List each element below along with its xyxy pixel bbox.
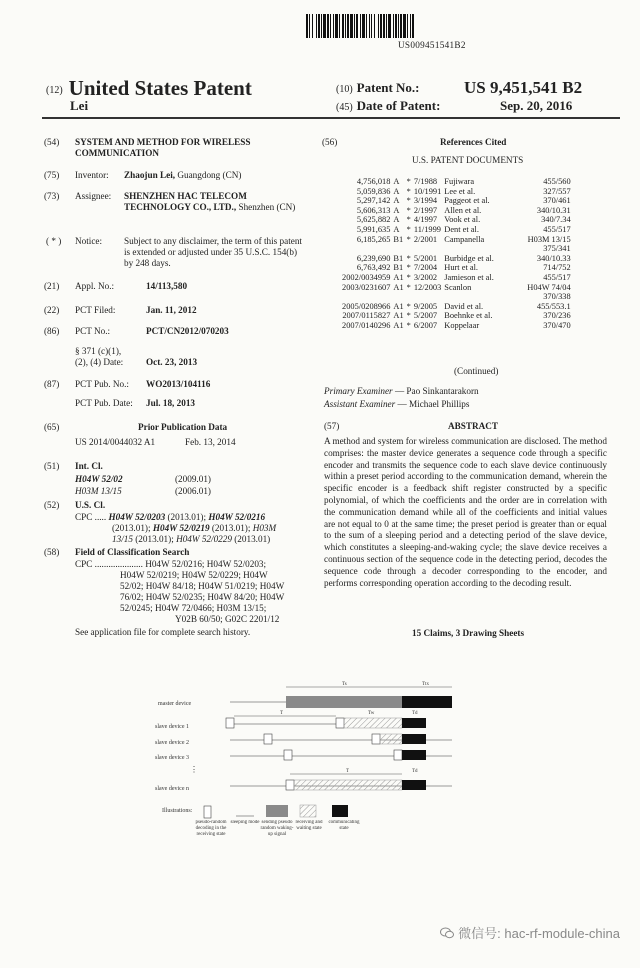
ref-inventor: Allen et al. [444, 205, 482, 215]
us-cl-heading: U.S. Cl. [75, 500, 106, 510]
ref-star: * [406, 320, 411, 330]
pct-filed-label: PCT Filed: [75, 305, 116, 315]
master-communicating [402, 696, 452, 708]
patent-number: US 9,451,541 B2 [464, 78, 583, 97]
ref-date: 3/2002 [413, 272, 438, 282]
appl-no: 14/113,580 [146, 281, 188, 291]
ref-class: 370/236 [543, 311, 571, 321]
notice-label: Notice: [75, 236, 103, 246]
ref-inventor: Boehnke et al. [444, 311, 493, 321]
ref-number: 5,606,313 [356, 205, 391, 215]
claims-summary: 15 Claims, 3 Drawing Sheets [412, 628, 525, 638]
reference-row [342, 302, 574, 312]
assignee-name: SHENZHEN HAC TELECOM TECHNOLOGY CO., LTD., [124, 191, 247, 212]
ref-kind: A [393, 205, 400, 215]
ref-number: 4,756,018 [356, 177, 391, 186]
f54-code: (54) [44, 137, 60, 147]
ref-class: 370/470 [543, 320, 571, 330]
legend-label-comm-wrap [324, 820, 364, 840]
ref-date: 2/1997 [413, 205, 438, 215]
inventor-name: Zhaojun Lei, [124, 170, 176, 180]
ref-kind [393, 244, 406, 254]
legend-label-sleep: sleeping mode [230, 820, 260, 825]
reference-row [342, 244, 574, 254]
ref-date: 10/1991 [413, 186, 442, 196]
us-patent-docs-heading: U.S. PATENT DOCUMENTS [412, 155, 524, 165]
ref-star: * [406, 282, 411, 292]
reference-row [342, 187, 574, 197]
ref-inventor: David et al. [444, 301, 484, 311]
ref-kind: A1 [393, 311, 404, 321]
legend-label-sending-wrap [260, 820, 294, 870]
ref-kind: A1 [393, 272, 404, 282]
ref-kind: A1 [393, 320, 404, 330]
pct-pub-date-label: PCT Pub. Date: [75, 398, 133, 408]
ts-label: Ts [342, 682, 347, 687]
tdn-label: Td [412, 769, 418, 774]
reference-row [342, 206, 574, 216]
ref-number: 6,185,265 [356, 234, 391, 244]
watermark-text: 微信号: hac-rf-module-china [458, 926, 620, 941]
ref-kind: A1 [393, 301, 404, 311]
label: Date of Patent: [356, 98, 441, 113]
ref-class: 340/7.34 [541, 215, 571, 225]
ref-number [342, 292, 393, 302]
tn-label: T [346, 769, 350, 774]
ref-inventor: Fujiwara [444, 177, 475, 186]
s1-decode-2 [336, 718, 344, 728]
row-label-master: master device [158, 701, 192, 707]
ref-star: * [406, 234, 411, 244]
s3-comm [402, 750, 426, 760]
s2-decode-2 [372, 734, 380, 744]
ref-number: 5,991,635 [356, 224, 391, 234]
ref-number: 2003/0231607 [342, 282, 391, 292]
ref-date [414, 244, 444, 254]
f65-code: (65) [44, 422, 60, 432]
ref-kind: B1 [393, 253, 404, 263]
ref-kind: A [393, 196, 400, 206]
s3-decode-1 [284, 750, 292, 760]
legend-label-sleep-wrap [230, 820, 260, 840]
prior-pub-date: Feb. 13, 2014 [185, 437, 236, 447]
inventor-label: Inventor: [75, 170, 109, 180]
ref-class: 327/557 [543, 186, 571, 196]
ref-star: * [406, 177, 411, 186]
f86-code: (86) [44, 326, 60, 336]
ttx-label: Ttx [422, 682, 429, 687]
ref-inventor: Lee et al. [444, 186, 476, 196]
inventor-surname: Lei [70, 98, 89, 113]
ref-kind: A1 [393, 282, 404, 292]
ref-date: 5/2001 [413, 253, 438, 263]
ref-star: * [406, 272, 411, 282]
f75-code: (75) [44, 170, 60, 180]
sn-decode [286, 780, 294, 790]
field-search-line: Y02B 60/50; G02C 2201/12 [175, 614, 280, 624]
field-code: (45) [336, 102, 353, 113]
reference-row [342, 235, 574, 245]
ref-class: 714/752 [543, 263, 571, 273]
s1-decode-1 [226, 718, 234, 728]
f73-code: (73) [44, 191, 60, 201]
ref-star: * [406, 311, 411, 321]
ref-kind: B1 [393, 234, 404, 244]
ref-class: H03M 13/15 [527, 234, 571, 244]
ref-star [407, 292, 414, 302]
wechat-icon [440, 927, 454, 939]
reference-row [342, 196, 574, 206]
int-cl-2: H03M 13/15 [75, 486, 122, 496]
references-heading: References Cited [440, 137, 507, 147]
ref-inventor: Scanlon [444, 282, 472, 292]
ref-star: * [406, 215, 411, 225]
row-label-slave-2: slave device 2 [155, 740, 189, 746]
patent-date: Sep. 20, 2016 [500, 98, 573, 113]
field-search-line: H04W 52/0219; H04W 52/0229; H04W [120, 570, 268, 580]
s371-line1: § 371 (c)(1), [75, 346, 122, 356]
reference-row [342, 215, 574, 225]
legend-label-waiting-wrap [294, 820, 324, 850]
row-label-slave-3: slave device 3 [155, 755, 189, 761]
td-label: Td [412, 711, 418, 716]
ref-inventor: Jamieson et al. [444, 272, 494, 282]
vertical-ellipsis: ⋮ [190, 765, 198, 774]
notice-text: Subject to any disclaimer, the term of this patent is extended or adjusted under 35 U.S.C. 154(b) by 248 days. [124, 236, 302, 268]
timing-diagram [150, 670, 480, 900]
ref-number: 2007/0115827 [342, 311, 391, 321]
field-search-line: CPC ..................... H04W 52/0216; H04W 52/0203; [75, 559, 267, 569]
continued-note: (Continued) [454, 366, 499, 376]
legend-swatch-decode [204, 806, 211, 818]
f58-code: (58) [44, 547, 60, 557]
legend-title: Illustrations: [162, 808, 193, 814]
f52-code: (52) [44, 500, 60, 510]
ref-star: * [406, 301, 411, 311]
ref-date: 5/2007 [413, 311, 438, 321]
text: (2013.01); [165, 512, 209, 522]
reference-row [342, 283, 574, 293]
ref-star: * [406, 186, 411, 196]
ref-kind: A [393, 224, 400, 234]
ref-inventor: Vook et al. [444, 215, 481, 225]
ref-date: 7/2004 [413, 263, 438, 273]
ref-number: 2007/0140296 [342, 320, 391, 330]
watermark [440, 923, 620, 942]
ref-inventor: Paggeot et al. [444, 196, 490, 206]
ref-date: 12/2003 [413, 282, 442, 292]
int-cl-heading: Int. Cl. [75, 461, 103, 471]
ref-kind: A [393, 186, 400, 196]
pct-no: PCT/CN2012/070203 [146, 326, 229, 336]
assignee-location: Shenzhen (CN) [236, 202, 296, 212]
ref-inventor [444, 244, 527, 254]
barcode [306, 14, 520, 38]
ref-class: 340/10.33 [536, 253, 571, 263]
pct-filed: Jan. 11, 2012 [146, 305, 197, 315]
ref-date: 3/1994 [413, 196, 438, 206]
prior-pub-number: US 2014/0044032 A1 [75, 437, 156, 447]
invention-title: SYSTEM AND METHOD FOR WIRELESS COMMUNICATION [75, 137, 251, 158]
appl-no-label: Appl. No.: [75, 281, 115, 291]
barcode-number: US009451541B2 [398, 40, 466, 50]
text: (2013.01) [231, 534, 271, 544]
ref-number: 5,297,142 [356, 196, 391, 206]
legend-label-decode-wrap [192, 820, 230, 870]
us-cl-line-3 [112, 534, 270, 545]
value: — Pao Sinkantarakorn [392, 386, 479, 396]
field-search-line: 52/02; H04W 84/18; H04W 51/0219; H04W [120, 581, 285, 591]
f51-code: (51) [44, 461, 60, 471]
s1-comm [402, 718, 426, 728]
ref-class: 455/517 [543, 224, 571, 234]
text: (2013.01); [132, 534, 177, 544]
reference-row [342, 177, 574, 187]
ref-inventor: Burbidge et al. [444, 253, 494, 263]
reference-row [342, 254, 574, 264]
timing-diagram-svg [150, 670, 480, 900]
ref-class: 455/517 [543, 272, 571, 282]
ref-class: 455/553.1 [536, 301, 571, 311]
ref-star: * [406, 205, 411, 215]
field-code: (10) [336, 84, 353, 95]
class-code: H04W 52/0216 [208, 512, 266, 522]
row-label-slave-n: slave device n [155, 786, 189, 792]
field-search-heading: Field of Classification Search [75, 547, 190, 557]
reference-row [342, 273, 574, 283]
ref-number: 5,625,882 [356, 215, 391, 225]
search-history-note: See application file for complete search history. [75, 627, 251, 637]
legend-label-sending: sending pseudo random waking-up signal [260, 820, 294, 837]
f22-code: (22) [44, 305, 60, 315]
reference-row [342, 225, 574, 235]
ref-class: 370/338 [543, 292, 571, 302]
s2-decode-1 [264, 734, 272, 744]
label: Assistant Examiner [324, 399, 396, 409]
field-search-line: 52/0245; H04W 72/0466; H03M 13/15; [120, 603, 267, 613]
int-cl-2-date: (2006.01) [175, 486, 211, 496]
class-code: H04W 52/0229 [176, 534, 232, 544]
legend-swatch-sending [266, 805, 288, 817]
ref-class: 455/560 [543, 177, 571, 186]
us-cl-line-1 [75, 512, 265, 523]
text: CPC ..... [75, 512, 109, 522]
ref-date: 7/1988 [413, 177, 438, 186]
inventor-value [124, 170, 241, 181]
s1-waiting [344, 718, 402, 728]
label: Primary Examiner [324, 386, 393, 396]
ref-star [407, 244, 414, 254]
sn-comm [402, 780, 426, 790]
reference-row [342, 263, 574, 273]
ref-kind [393, 292, 406, 302]
primary-examiner [324, 386, 479, 397]
assistant-examiner [324, 399, 469, 410]
f87-code: (87) [44, 379, 60, 389]
barcode-bar [414, 14, 415, 38]
pct-no-label: PCT No.: [75, 326, 111, 336]
field-code: (12) [46, 84, 63, 96]
ref-kind: A [393, 215, 400, 225]
ref-star: * [406, 253, 411, 263]
ref-inventor: Hurt et al. [444, 263, 479, 273]
ref-class: 340/10.31 [536, 205, 571, 215]
ref-inventor [444, 292, 527, 302]
inventor-location: Guangdong (CN) [175, 170, 242, 180]
class-code: 13/15 [112, 534, 133, 544]
text: (2013.01); [112, 523, 153, 533]
int-cl-1-date: (2009.01) [175, 474, 211, 484]
ref-number: 6,239,690 [356, 253, 391, 263]
legend-swatch-waiting [300, 805, 316, 817]
abstract-heading: ABSTRACT [448, 421, 499, 431]
ref-star: * [406, 263, 411, 273]
ref-date: 9/2005 [413, 301, 438, 311]
field-search-line: 76/02; H04W 52/0235; H04W 84/20; H04W [120, 592, 285, 602]
t-label: T [280, 711, 284, 716]
legend-label-decode: pseudo-random decoding in the receiving state [195, 820, 227, 837]
pct-pub-date: Jul. 18, 2013 [146, 398, 196, 408]
ref-star: * [406, 196, 411, 206]
references-table [342, 177, 574, 331]
legend-label-comm: communicating state [328, 820, 360, 831]
text: (2013.01); [209, 523, 253, 533]
ref-inventor: Koppelaar [444, 320, 480, 330]
ref-number: 5,059,836 [356, 186, 391, 196]
legend-label-waiting: receiving and waiting state [295, 820, 323, 831]
ref-kind: B1 [393, 263, 404, 273]
value: — Michael Phillips [395, 399, 470, 409]
header-rule [42, 117, 620, 119]
class-code: H04W 52/0203 [108, 512, 166, 522]
tw-label: Tw [368, 711, 375, 716]
s371-line2: (2), (4) Date: [75, 357, 124, 367]
legend-swatch-comm [332, 805, 348, 817]
ref-date: 4/1997 [413, 215, 438, 225]
patent-heading: United States Patent [68, 76, 252, 100]
ref-kind: A [393, 177, 400, 186]
class-code: H04W 52/0219 [152, 523, 210, 533]
s2-comm [402, 734, 426, 744]
patent-number-label [336, 80, 420, 96]
ref-date: 2/2001 [413, 234, 438, 244]
label: Patent No.: [356, 80, 420, 95]
sn-waiting [294, 780, 402, 790]
ref-number [342, 244, 393, 254]
ref-star: * [406, 224, 411, 234]
date-label [336, 98, 440, 114]
ref-class: 375/341 [543, 244, 571, 254]
ref-inventor: Dent et al. [444, 224, 479, 234]
f57-code: (57) [324, 421, 340, 431]
reference-row [342, 321, 574, 331]
row-label-slave-1: slave device 1 [155, 724, 189, 730]
ref-date: 11/1999 [413, 224, 441, 234]
f56-code: (56) [322, 137, 338, 147]
ref-number: 2005/0208966 [342, 301, 391, 311]
ref-number: 2002/0034959 [342, 272, 391, 282]
reference-row [342, 292, 574, 302]
prior-pub-heading: Prior Publication Data [138, 422, 228, 432]
reference-row [342, 311, 574, 321]
ref-date [414, 292, 444, 302]
us-cl-line-2 [112, 523, 276, 534]
ref-class: H04W 74/04 [527, 282, 571, 292]
s2-waiting [380, 734, 402, 744]
notice-code: ( * ) [46, 236, 62, 246]
f21-code: (21) [44, 281, 60, 291]
assignee-value [124, 191, 304, 213]
int-cl-1: H04W 52/02 [75, 474, 123, 484]
master-sending [286, 696, 402, 708]
s3-decode-2 [394, 750, 402, 760]
class-code: H03M [252, 523, 277, 533]
assignee-label: Assignee: [75, 191, 112, 201]
ref-number: 6,763,492 [356, 263, 391, 273]
ref-date: 6/2007 [413, 320, 438, 330]
abstract-text: A method and system for wireless communication are disclosed. The method comprises: the master device generates a sequence code through a specific encoder and transmits the sequence code to each slave device continuously within a preset period according to the communication demand, wherein the specific encoder is a feedback shift register constructed by a specific polynomial, of which the coefficients and the order are in correlation with the communication demand while all of the coefficients and initial values are not equal to 0 at the same time; the preset period is greater than or equal to the sum of a sleeping period and a detecting period of the slave device, which constitutes a sleeping-and-waking cycle; the slave device receives a continuous section of the sequence code in the detecting period, decodes the sequence code through a decoder corresponding to the encoder, and performs corresponding operation according to the decoding result. [324, 436, 607, 588]
pct-pub-no-label: PCT Pub. No.: [75, 379, 129, 389]
ref-inventor: Campanella [444, 234, 485, 244]
ref-class: 370/461 [543, 196, 571, 206]
s371-date: Oct. 23, 2013 [146, 357, 198, 367]
pct-pub-no: WO2013/104116 [146, 379, 211, 389]
